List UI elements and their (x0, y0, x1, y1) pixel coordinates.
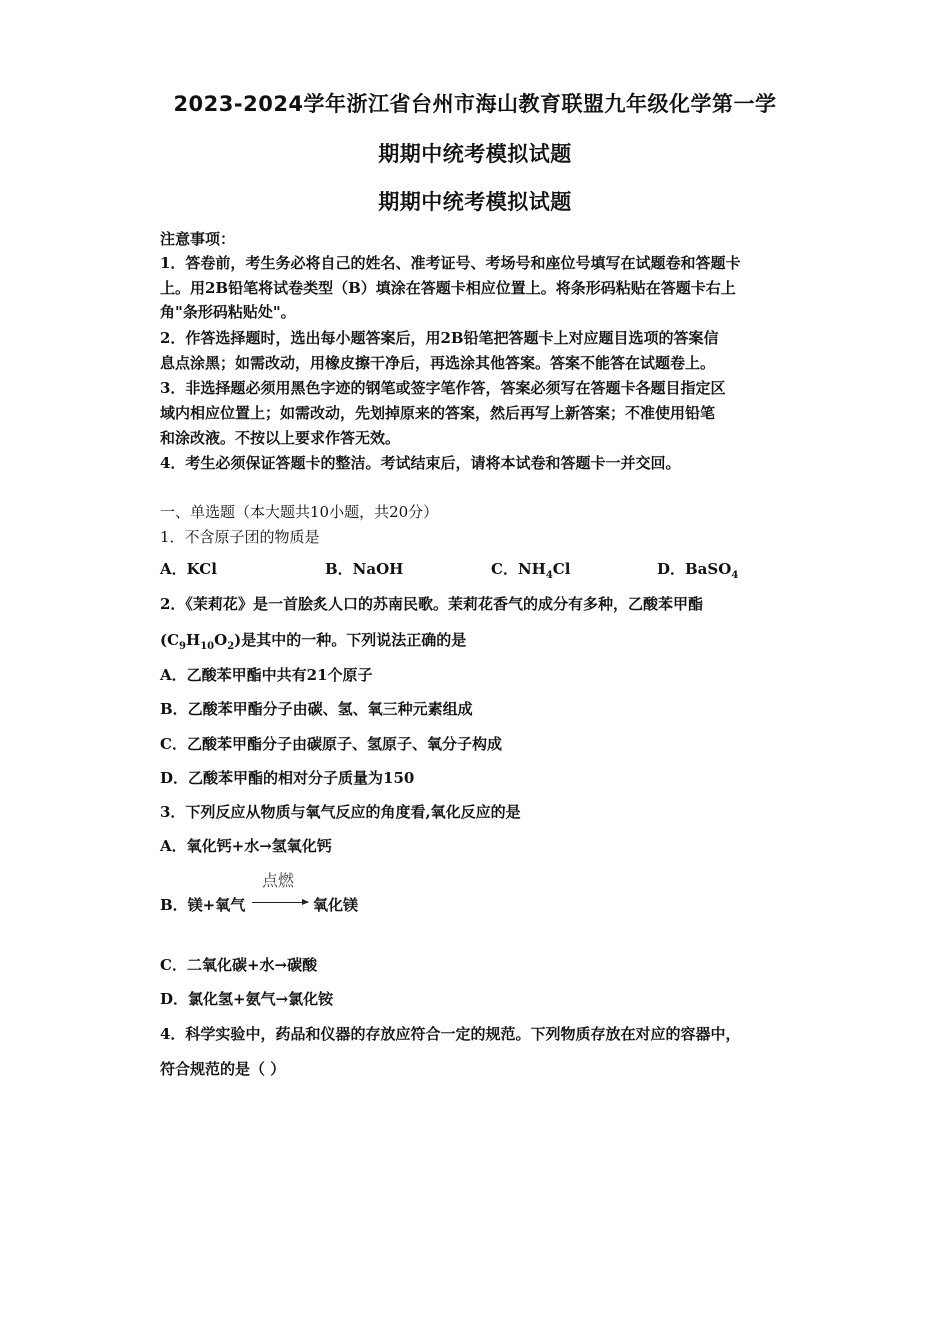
exam-title-line-2: 期期中统考模拟试题 (378, 142, 572, 166)
q3-option-d: D．氯化氢+氨气→氯化铵 (160, 990, 334, 1008)
notice-line: 域内相应位置上；如需改动，先划掉原来的答案，然后再写上新答案；不准使用铅笔 (160, 404, 716, 422)
q2-stem-line-1: 2．《茉莉花》是一首脍炙人口的苏南民歌。茉莉花香气的成分有多种，乙酸苯甲酯 (160, 595, 703, 613)
exam-title-line-3: 期期中统考模拟试题 (378, 190, 572, 214)
reaction-arrow (252, 902, 308, 903)
q3-option-a: A．氧化钙+水→氢氧化钙 (160, 837, 332, 855)
q4-stem-line-2: 符合规范的是（ ） (160, 1060, 286, 1078)
q2-option-b: B．乙酸苯甲酯分子由碳、氢、氧三种元素组成 (160, 700, 473, 718)
notice-line: 上。用2B铅笔将试卷类型（B）填涂在答题卡相应位置上。将条形码粘贴在答题卡右上 (160, 279, 736, 297)
section-heading: 一、单选题（本大题共10小题，共20分） (160, 503, 439, 521)
q3-option-b-reactants: B．镁+氧气 (160, 896, 246, 914)
reaction-condition: 点燃 (262, 871, 295, 890)
q1-stem: 1．不含原子团的物质是 (160, 528, 320, 546)
notice-line: 3．非选择题必须用黑色字迹的钢笔或签字笔作答，答案必须写在答题卡各题目指定区 (160, 379, 726, 397)
q2-option-d: D．乙酸苯甲酯的相对分子质量为150 (160, 769, 415, 787)
q3-stem: 3．下列反应从物质与氧气反应的角度看,氧化反应的是 (160, 803, 521, 821)
notice-heading: 注意事项： (160, 230, 236, 248)
q4-stem-line-1: 4．科学实验中，药品和仪器的存放应符合一定的规范。下列物质存放在对应的容器中， (160, 1025, 741, 1043)
q1-option-a: A．KCl (160, 560, 217, 578)
q3-option-c: C．二氧化碳+水→碳酸 (160, 956, 318, 974)
exam-title-line-1: 2023-2024学年浙江省台州市海山教育联盟九年级化学第一学 (173, 92, 777, 116)
notice-line: 息点涂黑；如需改动，用橡皮擦干净后，再选涂其他答案。答案不能答在试题卷上。 (160, 354, 716, 372)
notice-line: 和涂改液。不按以上要求作答无效。 (160, 429, 401, 447)
q1-option-d: D．BaSO$_4$ (657, 560, 739, 581)
notice-line: 1．答卷前，考生务必将自己的姓名、准考证号、考场号和座位号填写在试题卷和答题卡 (160, 254, 741, 272)
q1-option-c: C．$NH_4Cl$ (491, 560, 571, 581)
q3-option-b-product: 氧化镁 (313, 896, 359, 914)
notice-line: 4．考生必须保证答题卡的整洁。考试结束后，请将本试卷和答题卡一并交回。 (160, 454, 681, 472)
notice-line: 角"条形码粘贴处"。 (160, 303, 296, 321)
q2-option-a: A．乙酸苯甲酯中共有21个原子 (160, 666, 373, 684)
notice-line: 2．作答选择题时，选出每小题答案后，用2B铅笔把答题卡上对应题目选项的答案信 (160, 329, 719, 347)
q2-option-c: C．乙酸苯甲酯分子由碳原子、氢原子、氧分子构成 (160, 735, 502, 753)
q2-stem-line-2: $(C_9H_{10}O_2)$是其中的一种。下列说法正确的是 (160, 631, 467, 652)
q1-option-b: B．NaOH (325, 560, 404, 578)
